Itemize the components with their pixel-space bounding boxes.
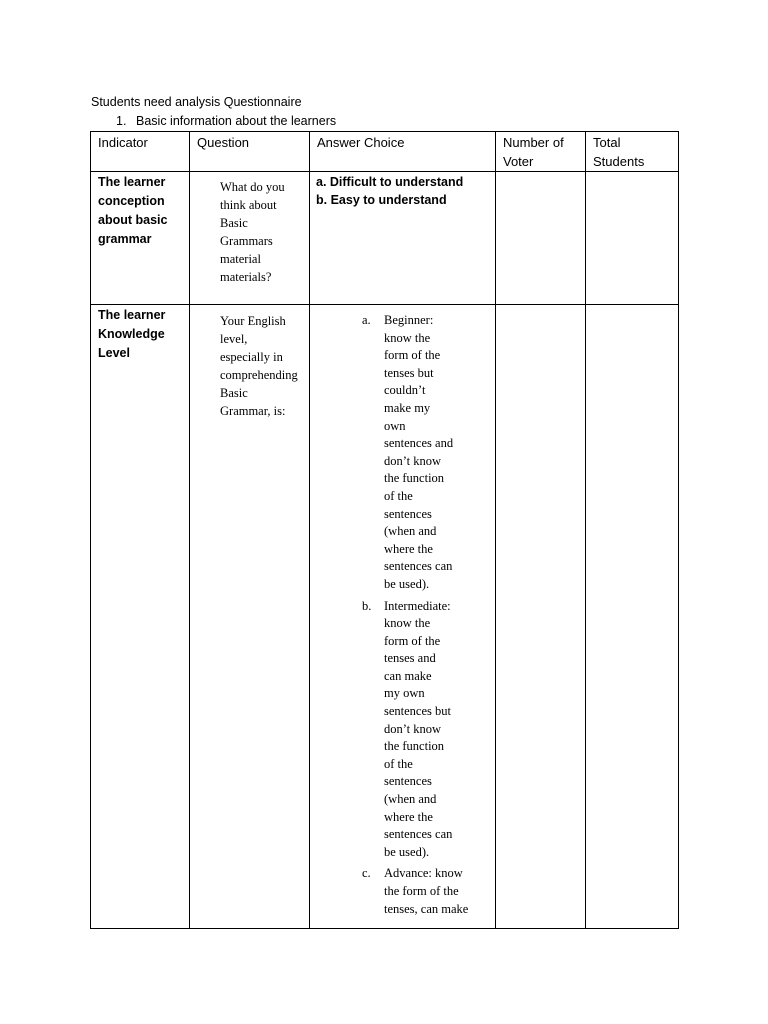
table-row	[91, 305, 679, 929]
answer-option-b	[362, 598, 484, 862]
header-number-of-voter: Number of Voter	[503, 135, 564, 169]
indicator-cell	[91, 172, 190, 305]
row-question: Your English level, especially in comprehending Basic Grammar, is:	[220, 314, 298, 418]
section-heading	[116, 113, 336, 129]
document-title: Students need analysis Questionnaire	[91, 95, 302, 109]
answer-option-b: b. Easy to understand	[316, 193, 447, 207]
answer-list	[310, 305, 495, 918]
questionnaire-table	[90, 131, 679, 929]
row-indicator: The learner conception about basic grammar	[98, 175, 168, 246]
choice-text: Intermediate: know the form of the tenses and can make my own sentences but don’t know the function of the sentences (when and where the sentences can be used).	[384, 598, 453, 859]
header-cell-number-of-voter	[496, 132, 586, 172]
total-students-cell[interactable]	[586, 305, 679, 929]
choice-text: Advance: know the form of the tenses, can make	[384, 866, 469, 916]
section-title: Basic information about the learners	[136, 114, 337, 128]
question-cell	[190, 172, 310, 305]
table-header-row	[91, 132, 679, 172]
answer-option-a: a. Difficult to understand	[316, 175, 464, 189]
header-total-students: Total Students	[593, 135, 645, 169]
choice-text: Beginner: know the form of the tenses but couldn’t make my own sentences and don’t know the function of the sentences (when and where the sentences can be used).	[384, 313, 454, 591]
section-number: 1.	[116, 114, 127, 128]
answer-choice-cell	[310, 172, 496, 305]
answer-list	[310, 172, 495, 209]
header-cell-total-students	[586, 132, 679, 172]
total-students-cell[interactable]	[586, 172, 679, 305]
choice-letter: a.	[362, 313, 371, 327]
row-question: What do you think about Basic Grammars material materials?	[220, 180, 285, 284]
header-cell-answer-choice	[310, 132, 496, 172]
header-cell-indicator	[91, 132, 190, 172]
row-indicator: The learner Knowledge Level	[98, 308, 166, 360]
header-indicator: Indicator	[98, 135, 148, 150]
header-question: Question	[197, 135, 250, 150]
number-of-voter-cell[interactable]	[496, 305, 586, 929]
choice-letter: b.	[362, 598, 372, 613]
header-cell-question	[190, 132, 310, 172]
table-row	[91, 172, 679, 305]
answer-choice-cell	[310, 305, 496, 929]
indicator-cell	[91, 305, 190, 929]
answer-option-a	[362, 312, 484, 594]
choice-letter: c.	[362, 866, 371, 881]
number-of-voter-cell[interactable]	[496, 172, 586, 305]
question-cell	[190, 305, 310, 929]
answer-option-c	[362, 865, 484, 918]
header-answer-choice: Answer Choice	[317, 135, 405, 150]
